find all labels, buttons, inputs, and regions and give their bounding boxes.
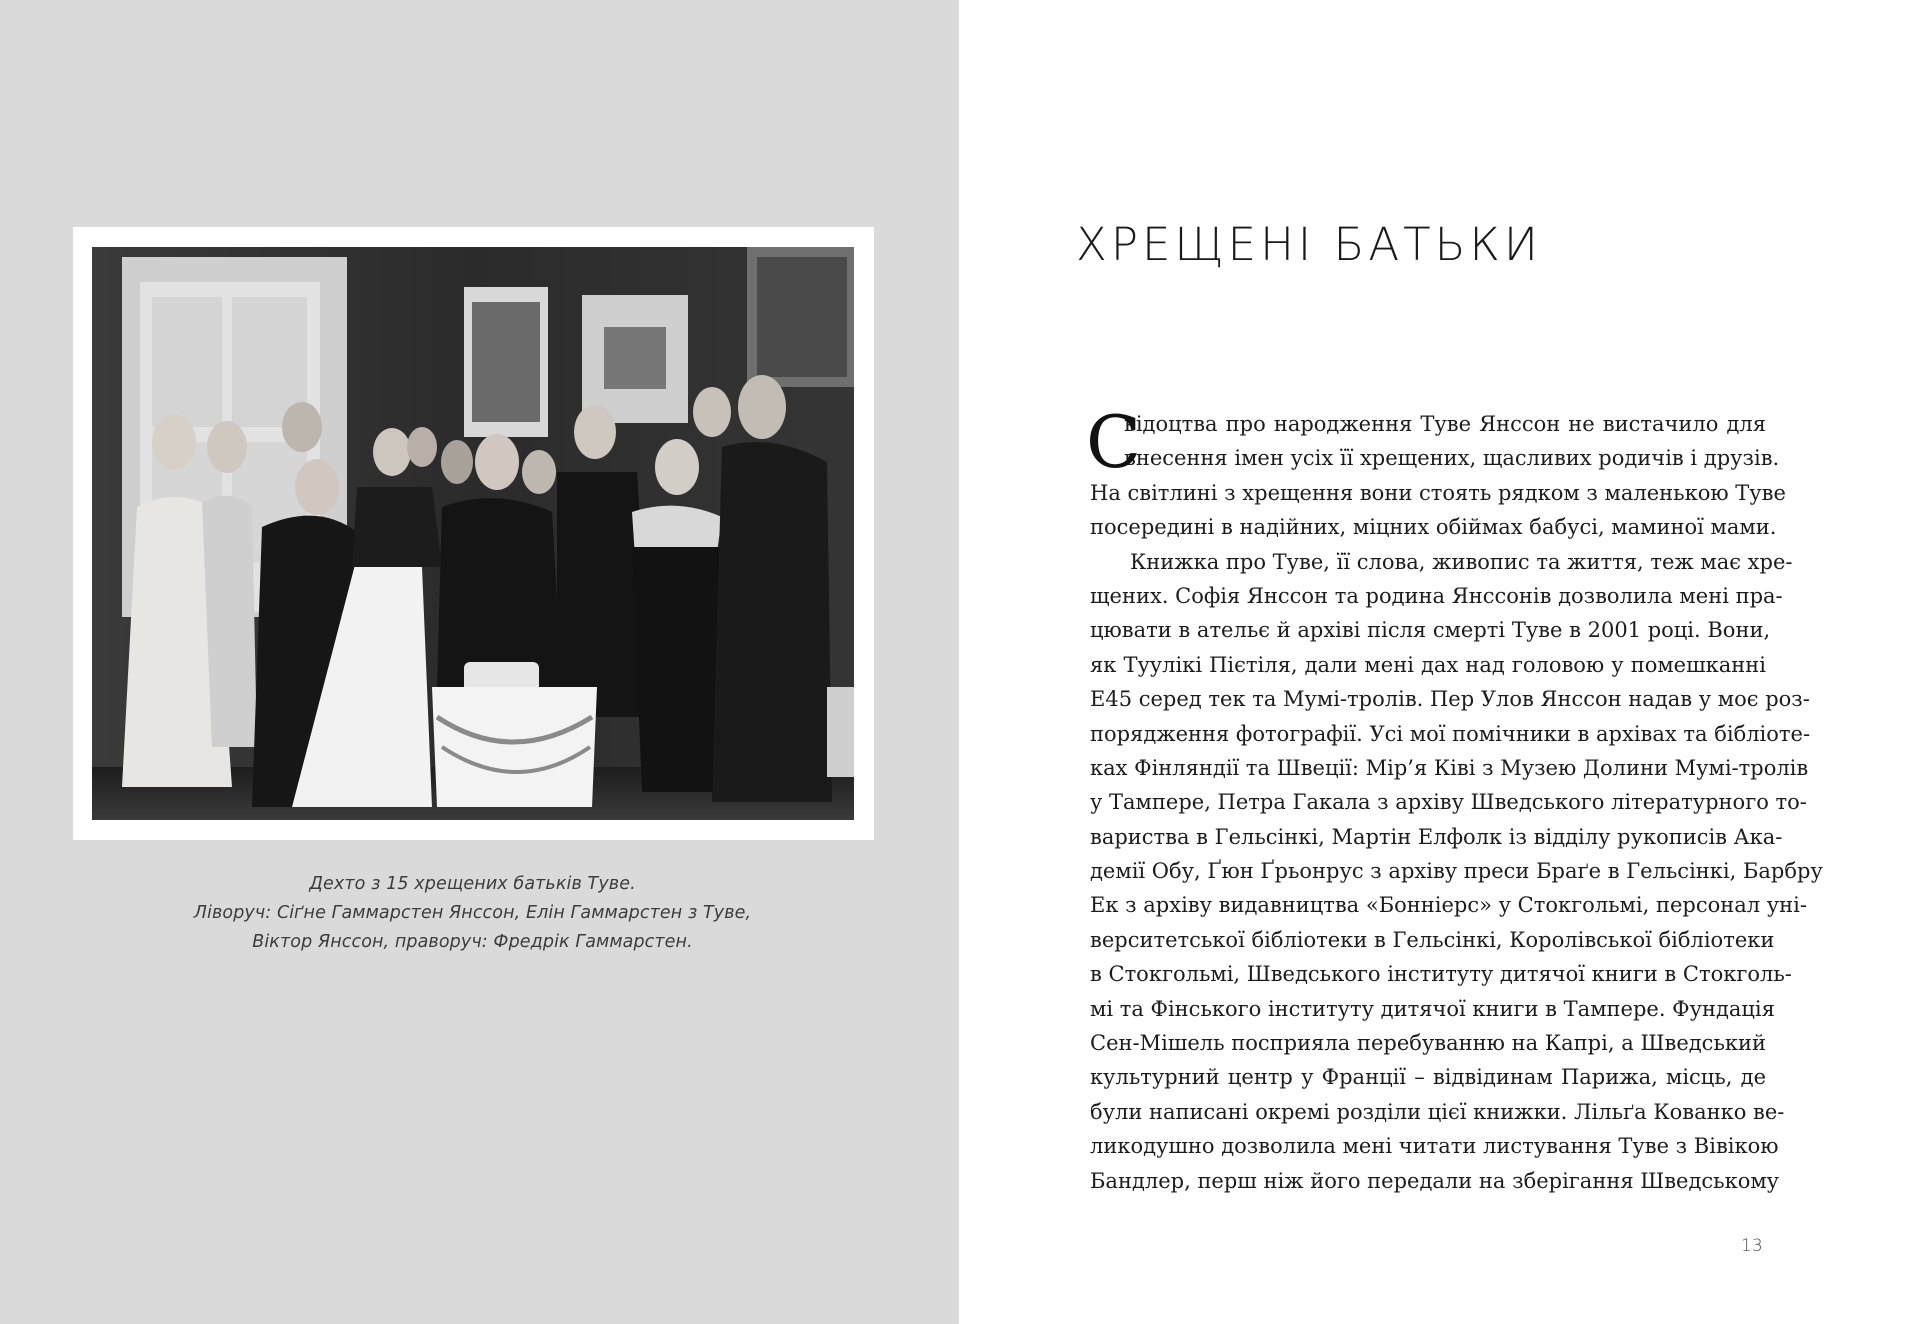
text-line: Книжка про Туве, її слова, живопис та життя, теж має хре- <box>1130 549 1793 574</box>
text-line: Сен-Мішель посприяла перебуванню на Капрі, а Шведський <box>1090 1031 1766 1056</box>
text-line: в Стокгольмі, Шведського інституту дитячої книги в Стокголь- <box>1090 962 1792 987</box>
text-line: E45 серед тек та Мумі-тролів. Пер Улов Янссон надав у моє роз- <box>1090 687 1810 712</box>
body-text <box>1086 400 1823 1198</box>
text-line: внесення імен усіх її хрещених, щасливих родичів і друзів. <box>1124 446 1780 471</box>
text-line: ликодушно дозволила мені читати листування Туве з Вівікою <box>1090 1134 1779 1159</box>
text-line: Ек з архіву видавництва «Бонніерс» у Стокгольмі, персонал уні- <box>1090 893 1807 918</box>
text-line: культурний центр у Франції – відвідинам Парижа, місць, де <box>1090 1065 1766 1090</box>
left-page <box>0 0 959 1324</box>
caption-line: Дехто з 15 хрещених батьків Туве. <box>309 874 636 894</box>
text-line: мі та Фінського інституту дитячої книги в Тампере. Фундація <box>1090 996 1775 1021</box>
text-line: цювати в ательє й архіві після смерті Туве в 2001 році. Вони, <box>1090 618 1771 643</box>
text-line: щених. Софія Янссон та родина Янссонів дозволила мені пра- <box>1090 583 1783 608</box>
text-line: посередині в надійних, міцних обіймах бабусі, маминої мами. <box>1090 515 1777 540</box>
text-line: у Тампере, Петра Гакала з архіву Шведського літературного то- <box>1090 790 1807 815</box>
chapter-title: ХРЕЩЕНІ БАТЬКИ <box>1076 218 1542 271</box>
christening-photo-icon <box>92 247 854 820</box>
text-line: На світлині з хрещення вони стоять рядком з маленькою Туве <box>1090 480 1786 505</box>
text-line: були написані окремі розділи цієї книжки. Лільґа Кованко ве- <box>1090 1099 1785 1124</box>
text-line: порядження фотографії. Усі мої помічники в архівах та бібліоте- <box>1090 721 1811 746</box>
page-number: 13 <box>1741 1236 1763 1256</box>
caption-line: Ліворуч: Сіґне Гаммарстен Янссон, Елін Гаммарстен з Туве, <box>193 903 752 923</box>
drop-cap: С <box>1086 400 1142 484</box>
text-line: вариства в Гельсінкі, Мартін Елфолк із відділу рукописів Ака- <box>1090 824 1783 849</box>
text-line: відоцтва про народження Туве Янссон не вистачило для <box>1124 412 1766 436</box>
caption-line: Віктор Янссон, праворуч: Фредрік Гаммарстен. <box>252 932 693 952</box>
text-line: Бандлер, перш ніж його передали на зберігання Шведському <box>1090 1168 1780 1193</box>
photo-caption <box>100 870 845 957</box>
photo-frame <box>73 227 874 840</box>
text-line: як Туулікі Пієтіля, дали мені дах над головою у помешканні <box>1090 652 1766 677</box>
photo-image <box>92 247 854 820</box>
text-line: ках Фінляндії та Швеції: Мір’я Ківі з Музею Долини Мумі-тролів <box>1090 755 1809 780</box>
text-line: верситетської бібліотеки в Гельсінкі, Королівської бібліотеки <box>1090 927 1775 952</box>
text-line: демії Обу, Ґюн Ґрьонрус з архіву преси Браґе в Гельсінкі, Барбру <box>1090 859 1823 884</box>
